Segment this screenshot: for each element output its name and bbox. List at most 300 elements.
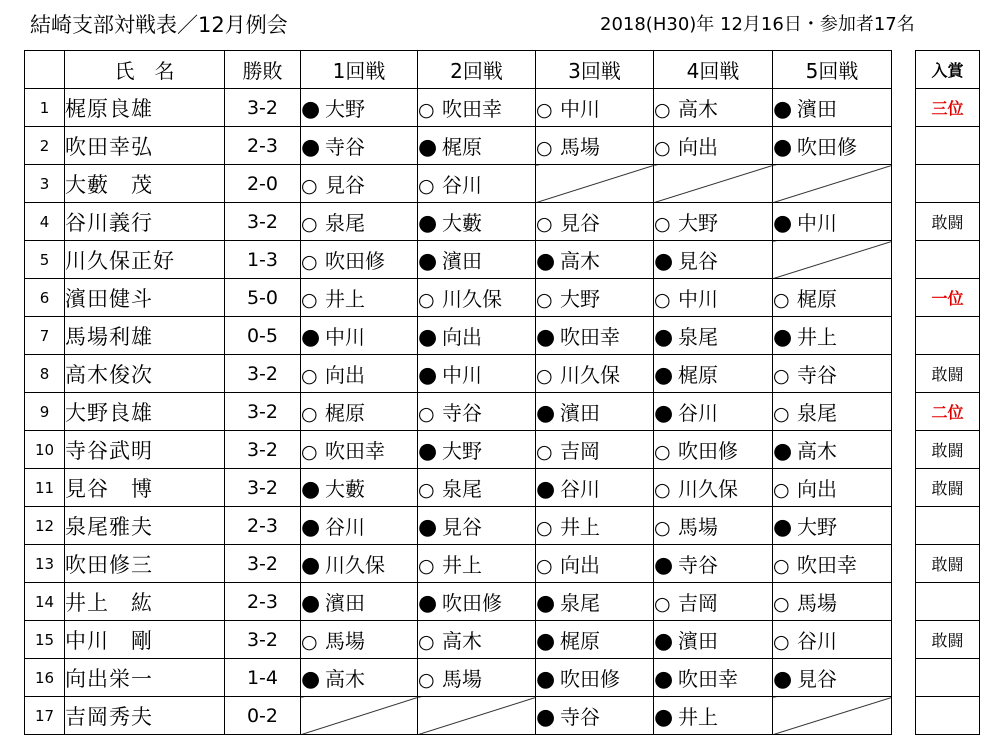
opponent-name: 大野 — [678, 211, 718, 235]
loss-mark-icon: ● — [418, 135, 438, 160]
opponent-name: 向出 — [442, 325, 482, 349]
table-row — [25, 165, 892, 203]
win-mark-icon: ○ — [654, 593, 671, 615]
empty-round-cell — [773, 697, 892, 735]
opponent-name: 濱田 — [325, 591, 365, 615]
player-name: 寺谷武明 — [65, 431, 225, 469]
player-score: 3-2 — [225, 393, 301, 431]
player-score: 1-4 — [225, 659, 301, 697]
loss-mark-icon: ● — [536, 591, 556, 616]
player-number: 14 — [25, 583, 65, 621]
award-row — [916, 545, 980, 583]
round-result-cell — [773, 659, 892, 697]
opponent-name: 寺谷 — [442, 401, 482, 425]
round-result-cell — [301, 355, 418, 393]
opponent-name: 向出 — [797, 477, 837, 501]
opponent-name: 馬場 — [678, 515, 718, 539]
award-row — [916, 431, 980, 469]
header-score: 勝敗 — [225, 51, 301, 89]
round-result-cell — [301, 89, 418, 127]
table-row — [25, 545, 892, 583]
award-row — [916, 355, 980, 393]
round-result-cell — [418, 507, 536, 545]
table-row — [25, 431, 892, 469]
opponent-name: 寺谷 — [325, 135, 365, 159]
opponent-name: 泉尾 — [442, 477, 482, 501]
opponent-name: 寺谷 — [560, 705, 600, 729]
win-mark-icon: ○ — [773, 631, 790, 653]
opponent-name: 濱田 — [560, 401, 600, 425]
opponent-name: 梶原 — [325, 401, 365, 425]
opponent-name: 吹田幸 — [678, 667, 738, 691]
table-row — [25, 279, 892, 317]
table-row — [25, 203, 892, 241]
award-cell — [916, 241, 980, 279]
loss-mark-icon: ● — [536, 401, 556, 426]
round-result-cell — [536, 317, 654, 355]
table-row — [25, 621, 892, 659]
player-score: 2-3 — [225, 507, 301, 545]
round-result-cell — [536, 507, 654, 545]
table-row — [25, 127, 892, 165]
round-result-cell — [418, 621, 536, 659]
empty-round-cell — [773, 165, 892, 203]
player-name: 大野良雄 — [65, 393, 225, 431]
opponent-name: 井上 — [325, 287, 365, 311]
header-round-5: 5回戦 — [773, 51, 892, 89]
header-num — [25, 51, 65, 89]
opponent-name: 吹田幸 — [325, 439, 385, 463]
round-result-cell — [654, 317, 773, 355]
opponent-name: 谷川 — [325, 515, 365, 539]
win-mark-icon: ○ — [418, 403, 435, 425]
round-result-cell — [654, 469, 773, 507]
round-result-cell — [536, 697, 654, 735]
award-cell — [916, 165, 980, 203]
loss-mark-icon: ● — [536, 477, 556, 502]
opponent-name: 中川 — [560, 97, 600, 121]
win-mark-icon: ○ — [536, 213, 553, 235]
round-result-cell — [418, 203, 536, 241]
win-mark-icon: ○ — [301, 441, 318, 463]
opponent-name: 井上 — [560, 515, 600, 539]
loss-mark-icon: ● — [654, 667, 674, 692]
round-result-cell — [654, 393, 773, 431]
win-mark-icon: ○ — [654, 289, 671, 311]
win-mark-icon: ○ — [654, 441, 671, 463]
award-cell: 敢闘 — [916, 469, 980, 507]
round-result-cell — [418, 431, 536, 469]
round-result-cell — [654, 241, 773, 279]
win-mark-icon: ○ — [418, 631, 435, 653]
round-result-cell — [301, 165, 418, 203]
opponent-name: 高木 — [560, 249, 600, 273]
loss-mark-icon: ● — [773, 439, 793, 464]
opponent-name: 見谷 — [797, 667, 837, 691]
player-number: 2 — [25, 127, 65, 165]
round-result-cell — [773, 469, 892, 507]
loss-mark-icon: ● — [301, 591, 321, 616]
round-result-cell — [418, 393, 536, 431]
empty-round-cell — [773, 241, 892, 279]
opponent-name: 寺谷 — [797, 363, 837, 387]
opponent-name: 大藪 — [442, 211, 482, 235]
opponent-name: 高木 — [797, 439, 837, 463]
loss-mark-icon: ● — [654, 629, 674, 654]
opponent-name: 吹田幸 — [442, 97, 502, 121]
opponent-name: 谷川 — [797, 629, 837, 653]
player-number: 9 — [25, 393, 65, 431]
win-mark-icon: ○ — [536, 365, 553, 387]
opponent-name: 泉尾 — [678, 325, 718, 349]
win-mark-icon: ○ — [536, 137, 553, 159]
award-cell: 三位 — [916, 89, 980, 127]
opponent-name: 吹田修 — [797, 135, 857, 159]
round-result-cell — [536, 127, 654, 165]
header-round-2: 2回戦 — [418, 51, 536, 89]
player-name: 梶原良雄 — [65, 89, 225, 127]
player-number: 4 — [25, 203, 65, 241]
round-result-cell — [418, 659, 536, 697]
round-result-cell — [418, 165, 536, 203]
opponent-name: 見谷 — [678, 249, 718, 273]
win-mark-icon: ○ — [418, 99, 435, 121]
win-mark-icon: ○ — [654, 137, 671, 159]
round-result-cell — [301, 203, 418, 241]
player-name: 大藪 茂 — [65, 165, 225, 203]
round-result-cell — [773, 545, 892, 583]
award-cell: 敢闘 — [916, 621, 980, 659]
header-name: 氏 名 — [65, 51, 225, 89]
opponent-name: 川久保 — [442, 287, 502, 311]
opponent-name: 大野 — [442, 439, 482, 463]
round-result-cell — [536, 203, 654, 241]
win-mark-icon: ○ — [536, 517, 553, 539]
loss-mark-icon: ● — [654, 553, 674, 578]
win-mark-icon: ○ — [773, 365, 790, 387]
header-round-3: 3回戦 — [536, 51, 654, 89]
player-number: 15 — [25, 621, 65, 659]
round-result-cell — [536, 89, 654, 127]
round-result-cell — [301, 621, 418, 659]
opponent-name: 川久保 — [678, 477, 738, 501]
win-mark-icon: ○ — [301, 365, 318, 387]
opponent-name: 梶原 — [442, 135, 482, 159]
opponent-name: 大野 — [325, 97, 365, 121]
player-number: 17 — [25, 697, 65, 735]
round-result-cell — [536, 241, 654, 279]
win-mark-icon: ○ — [773, 479, 790, 501]
award-cell — [916, 697, 980, 735]
win-mark-icon: ○ — [418, 479, 435, 501]
award-cell: 敢闘 — [916, 545, 980, 583]
opponent-name: 泉尾 — [797, 401, 837, 425]
award-cell — [916, 507, 980, 545]
loss-mark-icon: ● — [418, 591, 438, 616]
loss-mark-icon: ● — [773, 325, 793, 350]
round-result-cell — [536, 621, 654, 659]
round-result-cell — [654, 545, 773, 583]
round-result-cell — [301, 241, 418, 279]
win-mark-icon: ○ — [301, 403, 318, 425]
round-result-cell — [301, 279, 418, 317]
win-mark-icon: ○ — [301, 175, 318, 197]
round-result-cell — [654, 89, 773, 127]
player-score: 3-2 — [225, 89, 301, 127]
award-row — [916, 317, 980, 355]
win-mark-icon: ○ — [654, 99, 671, 121]
opponent-name: 川久保 — [560, 363, 620, 387]
round-result-cell — [654, 621, 773, 659]
player-score: 3-2 — [225, 203, 301, 241]
opponent-name: 吹田幸 — [560, 325, 620, 349]
opponent-name: 梶原 — [678, 363, 718, 387]
award-cell — [916, 659, 980, 697]
round-result-cell — [418, 583, 536, 621]
header-round-1: 1回戦 — [301, 51, 418, 89]
win-mark-icon: ○ — [536, 441, 553, 463]
opponent-name: 谷川 — [560, 477, 600, 501]
award-cell: 敢闘 — [916, 203, 980, 241]
win-mark-icon: ○ — [773, 555, 790, 577]
opponent-name: 大野 — [560, 287, 600, 311]
award-row — [916, 89, 980, 127]
award-row — [916, 127, 980, 165]
opponent-name: 馬場 — [797, 591, 837, 615]
player-name: 中川 剛 — [65, 621, 225, 659]
player-score: 1-3 — [225, 241, 301, 279]
opponent-name: 梶原 — [560, 629, 600, 653]
round-result-cell — [536, 431, 654, 469]
header-row — [25, 51, 892, 89]
empty-round-cell — [418, 697, 536, 735]
round-result-cell — [536, 355, 654, 393]
round-result-cell — [536, 393, 654, 431]
loss-mark-icon: ● — [301, 667, 321, 692]
award-cell — [916, 317, 980, 355]
round-result-cell — [418, 545, 536, 583]
player-number: 11 — [25, 469, 65, 507]
page-title: 結崎支部対戦表／12月例会 — [30, 13, 288, 37]
player-score: 5-0 — [225, 279, 301, 317]
loss-mark-icon: ● — [773, 135, 793, 160]
award-row — [916, 393, 980, 431]
win-mark-icon: ○ — [301, 213, 318, 235]
loss-mark-icon: ● — [418, 515, 438, 540]
opponent-name: 濱田 — [678, 629, 718, 653]
player-score: 3-2 — [225, 431, 301, 469]
award-row — [916, 621, 980, 659]
opponent-name: 濱田 — [797, 97, 837, 121]
round-result-cell — [536, 469, 654, 507]
player-number: 8 — [25, 355, 65, 393]
loss-mark-icon: ● — [418, 249, 438, 274]
opponent-name: 梶原 — [797, 287, 837, 311]
table-row — [25, 393, 892, 431]
round-result-cell — [301, 431, 418, 469]
win-mark-icon: ○ — [536, 99, 553, 121]
opponent-name: 馬場 — [560, 135, 600, 159]
player-score: 2-3 — [225, 583, 301, 621]
opponent-name: 川久保 — [325, 553, 385, 577]
award-row — [916, 469, 980, 507]
opponent-name: 谷川 — [442, 173, 482, 197]
opponent-name: 高木 — [678, 97, 718, 121]
opponent-name: 向出 — [560, 553, 600, 577]
award-cell: 敢闘 — [916, 431, 980, 469]
player-score: 3-2 — [225, 621, 301, 659]
win-mark-icon: ○ — [773, 593, 790, 615]
round-result-cell — [301, 127, 418, 165]
player-name: 吹田修三 — [65, 545, 225, 583]
round-result-cell — [418, 469, 536, 507]
opponent-name: 濱田 — [442, 249, 482, 273]
loss-mark-icon: ● — [418, 439, 438, 464]
round-result-cell — [301, 583, 418, 621]
loss-mark-icon: ● — [654, 363, 674, 388]
loss-mark-icon: ● — [654, 249, 674, 274]
opponent-name: 高木 — [325, 667, 365, 691]
opponent-name: 泉尾 — [325, 211, 365, 235]
round-result-cell — [418, 127, 536, 165]
opponent-name: 井上 — [678, 705, 718, 729]
loss-mark-icon: ● — [536, 249, 556, 274]
player-name: 馬場利雄 — [65, 317, 225, 355]
round-result-cell — [418, 355, 536, 393]
player-number: 1 — [25, 89, 65, 127]
player-name: 谷川義行 — [65, 203, 225, 241]
round-result-cell — [654, 127, 773, 165]
loss-mark-icon: ● — [301, 97, 321, 122]
opponent-name: 向出 — [678, 135, 718, 159]
opponent-name: 向出 — [325, 363, 365, 387]
round-result-cell — [654, 697, 773, 735]
table-row — [25, 89, 892, 127]
player-name: 泉尾雅夫 — [65, 507, 225, 545]
loss-mark-icon: ● — [418, 211, 438, 236]
opponent-name: 泉尾 — [560, 591, 600, 615]
round-result-cell — [301, 659, 418, 697]
player-name: 高木俊次 — [65, 355, 225, 393]
round-result-cell — [773, 203, 892, 241]
loss-mark-icon: ● — [536, 705, 556, 730]
award-row — [916, 507, 980, 545]
opponent-name: 見谷 — [560, 211, 600, 235]
opponent-name: 吹田修 — [442, 591, 502, 615]
loss-mark-icon: ● — [301, 553, 321, 578]
win-mark-icon: ○ — [654, 213, 671, 235]
table-row — [25, 469, 892, 507]
award-row — [916, 279, 980, 317]
loss-mark-icon: ● — [418, 363, 438, 388]
table-row — [25, 355, 892, 393]
award-cell — [916, 583, 980, 621]
round-result-cell — [418, 241, 536, 279]
table-row — [25, 317, 892, 355]
player-number: 16 — [25, 659, 65, 697]
award-cell: 一位 — [916, 279, 980, 317]
opponent-name: 吉岡 — [560, 439, 600, 463]
loss-mark-icon: ● — [301, 325, 321, 350]
win-mark-icon: ○ — [301, 631, 318, 653]
loss-mark-icon: ● — [773, 667, 793, 692]
round-result-cell — [773, 431, 892, 469]
round-result-cell — [773, 127, 892, 165]
player-number: 3 — [25, 165, 65, 203]
player-name: 井上 紘 — [65, 583, 225, 621]
opponent-name: 中川 — [797, 211, 837, 235]
round-result-cell — [301, 507, 418, 545]
award-row — [916, 241, 980, 279]
player-score: 0-2 — [225, 697, 301, 735]
win-mark-icon: ○ — [536, 555, 553, 577]
award-table — [915, 50, 980, 735]
round-result-cell — [773, 279, 892, 317]
round-result-cell — [773, 583, 892, 621]
award-row — [916, 583, 980, 621]
player-name: 向出栄一 — [65, 659, 225, 697]
player-number: 6 — [25, 279, 65, 317]
player-score: 3-2 — [225, 355, 301, 393]
player-score: 2-3 — [225, 127, 301, 165]
opponent-name: 中川 — [442, 363, 482, 387]
player-name: 濱田健斗 — [65, 279, 225, 317]
player-score: 2-0 — [225, 165, 301, 203]
win-mark-icon: ○ — [418, 669, 435, 691]
table-row — [25, 659, 892, 697]
win-mark-icon: ○ — [654, 517, 671, 539]
player-number: 10 — [25, 431, 65, 469]
loss-mark-icon: ● — [301, 477, 321, 502]
player-name: 吹田幸弘 — [65, 127, 225, 165]
table-row — [25, 507, 892, 545]
opponent-name: 寺谷 — [678, 553, 718, 577]
player-score: 0-5 — [225, 317, 301, 355]
loss-mark-icon: ● — [773, 97, 793, 122]
match-table — [24, 50, 892, 735]
round-result-cell — [301, 545, 418, 583]
award-cell: 二位 — [916, 393, 980, 431]
loss-mark-icon: ● — [301, 515, 321, 540]
opponent-name: 大藪 — [325, 477, 365, 501]
award-cell: 敢闘 — [916, 355, 980, 393]
player-name: 見谷 博 — [65, 469, 225, 507]
round-result-cell — [301, 469, 418, 507]
opponent-name: 井上 — [797, 325, 837, 349]
award-row — [916, 697, 980, 735]
round-result-cell — [773, 621, 892, 659]
round-result-cell — [773, 507, 892, 545]
loss-mark-icon: ● — [301, 135, 321, 160]
table-row — [25, 241, 892, 279]
empty-round-cell — [654, 165, 773, 203]
loss-mark-icon: ● — [773, 515, 793, 540]
opponent-name: 井上 — [442, 553, 482, 577]
loss-mark-icon: ● — [773, 211, 793, 236]
player-number: 12 — [25, 507, 65, 545]
round-result-cell — [773, 355, 892, 393]
round-result-cell — [536, 659, 654, 697]
loss-mark-icon: ● — [536, 325, 556, 350]
round-result-cell — [536, 583, 654, 621]
round-result-cell — [536, 545, 654, 583]
header-round-4: 4回戦 — [654, 51, 773, 89]
empty-round-cell — [301, 697, 418, 735]
opponent-name: 中川 — [325, 325, 365, 349]
loss-mark-icon: ● — [418, 325, 438, 350]
round-result-cell — [773, 89, 892, 127]
round-result-cell — [773, 393, 892, 431]
